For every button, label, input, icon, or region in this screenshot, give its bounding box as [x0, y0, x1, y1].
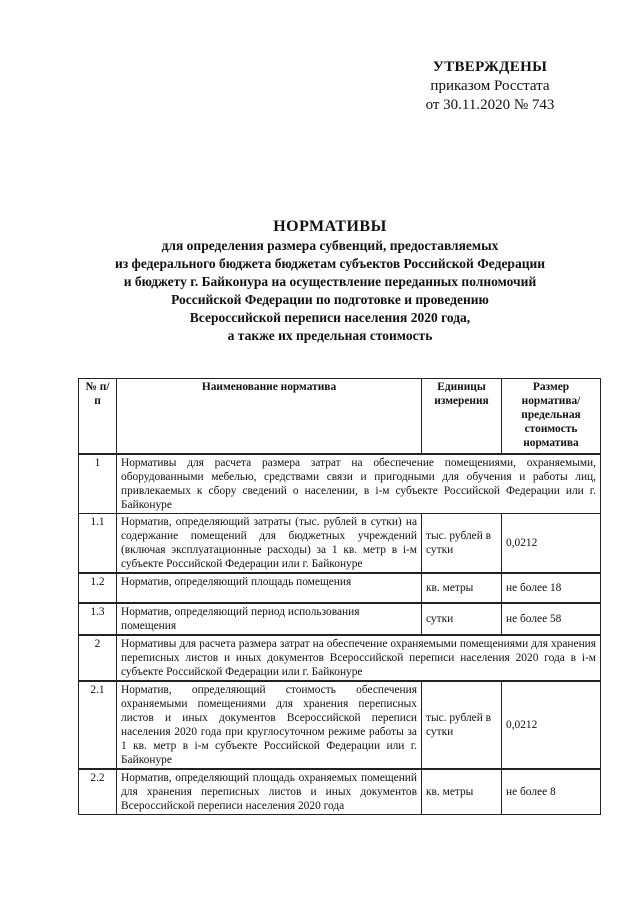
- header-name: Наименование норматива: [117, 379, 422, 454]
- row-number: 1.1: [79, 513, 117, 573]
- document-title: [60, 218, 600, 345]
- row-value: не более 8: [502, 769, 601, 815]
- row-unit: тыс. рублей в сутки: [422, 681, 502, 769]
- row-number: 2.1: [79, 681, 117, 769]
- title-heading: НОРМАТИВЫ: [273, 218, 387, 235]
- title-line: а также их предельная стоимость: [227, 328, 433, 343]
- row-name: Нормативы для расчета размера затрат на обеспечение помещениями, охраняемыми, оборудованными мебелью, средствами связи и пригодными для обучения и работы лиц, привлекаемых к сбору сведений о населении, в i-м субъекте Российской Федерации или г. Байконуре: [117, 454, 601, 514]
- row-unit: тыс. рублей в сутки: [422, 513, 502, 573]
- row-unit: сутки: [422, 603, 502, 635]
- row-number: 1.3: [79, 603, 117, 635]
- table-row: [79, 454, 601, 514]
- row-number: 2.2: [79, 769, 117, 815]
- row-value: 0,0212: [502, 681, 601, 769]
- header-units: Единицы измерения: [422, 379, 502, 454]
- row-number: 1: [79, 454, 117, 514]
- row-unit: кв. метры: [422, 769, 502, 815]
- title-line: для определения размера субвенций, предоставляемых: [161, 238, 499, 253]
- table-row: [79, 635, 601, 681]
- approval-date: от 30.11.2020 № 743: [425, 97, 555, 113]
- table-row: [79, 513, 601, 573]
- norms-table: [78, 378, 601, 815]
- row-value: не более 58: [502, 603, 601, 635]
- approval-stamp: [390, 58, 590, 115]
- table-row: [79, 681, 601, 769]
- approval-order: приказом Росстата: [430, 78, 550, 94]
- title-line: и бюджету г. Байконура на осуществление переданных полномочий: [123, 274, 537, 289]
- title-line: Всероссийской переписи населения 2020 года,: [189, 310, 471, 325]
- row-number: 1.2: [79, 573, 117, 603]
- table-row: [79, 603, 601, 635]
- row-name: Норматив, определяющий площадь охраняемых помещений для хранения переписных листов и иных документов Всероссийской переписи населения 2020 года: [117, 769, 422, 815]
- row-name: Норматив, определяющий стоимость обеспечения охраняемыми помещениями для хранения переписных листов и иных документов Всероссийской переписи населения 2020 года при круглосуточном режиме работы за 1 кв. метр в i-м субъекте Российской Федерации или г. Байконуре: [117, 681, 422, 769]
- title-line: Российской Федерации по подготовке и проведению: [171, 292, 489, 307]
- row-name: Норматив, определяющий период использования помещения: [117, 603, 422, 635]
- row-name: Нормативы для расчета размера затрат на обеспечение охраняемыми помещениями для хранения переписных листов и иных документов Всероссийской переписи населения 2020 года в i-м субъекте Российской Федерации или г. Байконуре: [117, 635, 601, 681]
- approval-heading: УТВЕРЖДЕНЫ: [432, 59, 548, 75]
- row-name: Норматив, определяющий площадь помещения: [117, 573, 422, 603]
- title-line: из федерального бюджета бюджетам субъектов Российской Федерации: [114, 256, 546, 271]
- row-name: Норматив, определяющий затраты (тыс. рублей в сутки) на содержание помещений для бюджетных учреждений (включая эксплуатационные расходы) за 1 кв. метр в i-м субъекте Российской Федерации или г. Байконуре: [117, 513, 422, 573]
- table-header-row: [79, 379, 601, 454]
- row-value: 0,0212: [502, 513, 601, 573]
- table-row: [79, 769, 601, 815]
- row-number: 2: [79, 635, 117, 681]
- header-number: № п/п: [79, 379, 117, 454]
- header-size: Размер норматива/ предельная стоимость норматива: [502, 379, 601, 454]
- row-value: не более 18: [502, 573, 601, 603]
- table-row: [79, 573, 601, 603]
- row-unit: кв. метры: [422, 573, 502, 603]
